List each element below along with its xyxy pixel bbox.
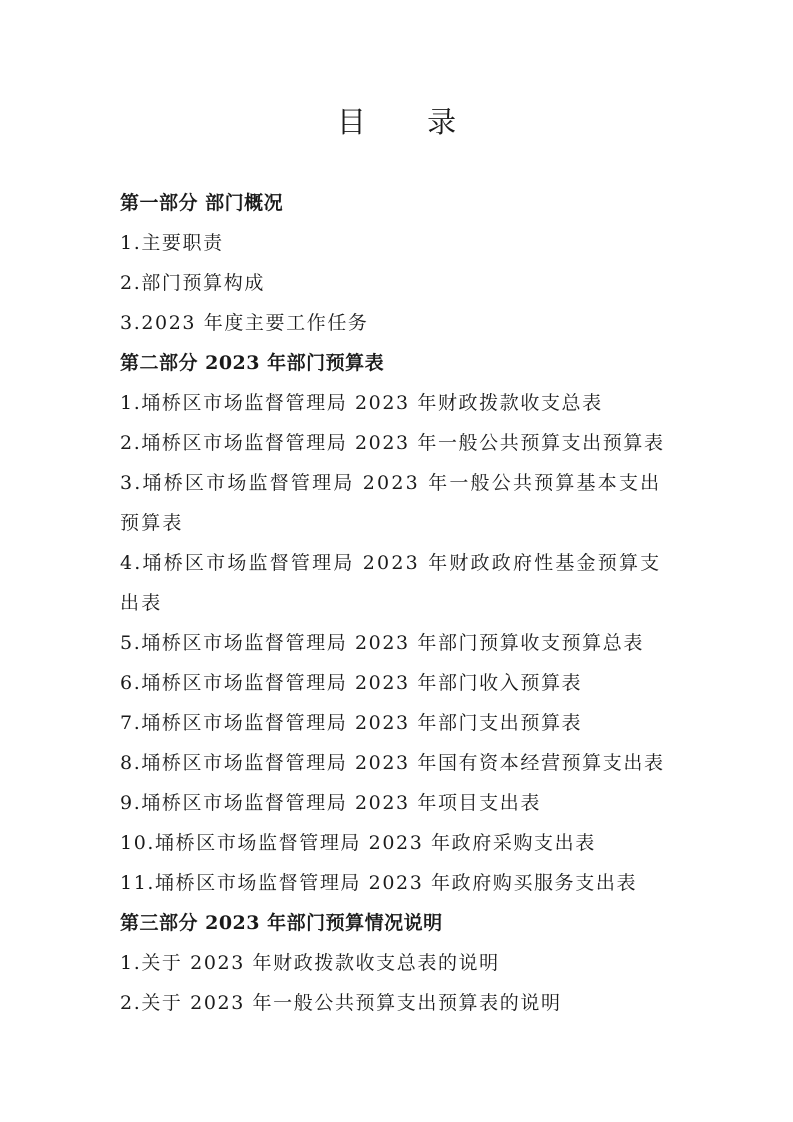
table-of-contents — [120, 183, 680, 1023]
toc-item: 3.埇桥区市场监督管理局 2023 年一般公共预算基本支出预算表 — [120, 472, 662, 534]
toc-item: 4.埇桥区市场监督管理局 2023 年财政政府性基金预算支出表 — [120, 552, 662, 614]
page-title: 目 录 — [336, 105, 483, 139]
toc-item: 1.埇桥区市场监督管理局 2023 年财政拨款收支总表 — [120, 392, 603, 414]
section-heading-2: 第二部分 2023 年部门预算表 — [120, 352, 385, 374]
toc-item: 11.埇桥区市场监督管理局 2023 年政府购买服务支出表 — [120, 872, 638, 894]
section-heading-3: 第三部分 2023 年部门预算情况说明 — [120, 912, 443, 934]
toc-item: 8.埇桥区市场监督管理局 2023 年国有资本经营预算支出表 — [120, 752, 665, 774]
toc-item: 2.关于 2023 年一般公共预算支出预算表的说明 — [120, 992, 562, 1014]
toc-item: 9.埇桥区市场监督管理局 2023 年项目支出表 — [120, 792, 541, 814]
toc-item: 2.部门预算构成 — [120, 272, 265, 294]
toc-item: 10.埇桥区市场监督管理局 2023 年政府采购支出表 — [120, 832, 596, 854]
section-heading-1: 第一部分 部门概况 — [120, 192, 284, 214]
toc-item: 1.关于 2023 年财政拨款收支总表的说明 — [120, 952, 500, 974]
toc-item: 3.2023 年度主要工作任务 — [120, 312, 369, 334]
toc-item: 1.主要职责 — [120, 232, 224, 254]
toc-item: 7.埇桥区市场监督管理局 2023 年部门支出预算表 — [120, 712, 583, 734]
toc-item: 5.埇桥区市场监督管理局 2023 年部门预算收支预算总表 — [120, 632, 644, 654]
toc-item: 2.埇桥区市场监督管理局 2023 年一般公共预算支出预算表 — [120, 432, 665, 454]
toc-item: 6.埇桥区市场监督管理局 2023 年部门收入预算表 — [120, 672, 583, 694]
